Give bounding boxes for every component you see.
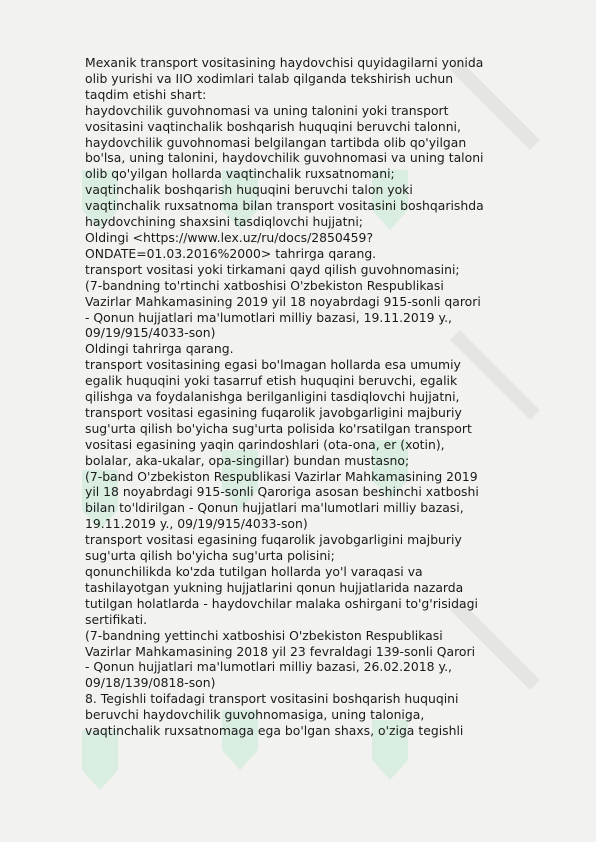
text-line: Mexanik transport vositasining haydovchisi quyidagilarni yonida	[85, 55, 484, 70]
text-line: (7-band O'zbekiston Respublikasi Vazirlar Mahkamasining 2019	[85, 468, 478, 484]
text-line: transport vositasining egasi bo'lmagan hollarda esa umumiy	[85, 357, 461, 373]
text-line: tutilgan holatlarda - haydovchilar malaka oshirgani to'g'risidagi	[85, 595, 478, 611]
text-line: 09/19/915/4033-son)	[85, 325, 216, 341]
text-line: bo'lsa, uning talonini, haydovchilik guvohnomasi va uning taloni	[85, 150, 484, 166]
text-line: tashilayotgan yukning hujjatlarini qonun hujjatlarida nazarda	[85, 579, 464, 595]
text-line: 19.11.2019 y., 09/19/915/4033-son)	[85, 516, 308, 532]
text-line: vositasi egasining yaqin qarindoshlari (ota-ona, er (xotin),	[85, 436, 445, 452]
text-line: vaqtinchalik ruxsatnomaga ega bo'lgan shaxs, o'ziga tegishli	[85, 723, 464, 739]
text-line: haydovchilik guvohnomasi va uning talonini yoki transport	[85, 102, 449, 118]
text-line: Vazirlar Mahkamasining 2019 yil 18 noyabrdagi 915-sonli qarori	[85, 293, 481, 309]
text-line: vaqtinchalik ruxsatnoma bilan transport vositasini boshqarishda	[85, 198, 484, 214]
text-line: 09/18/139/0818-son)	[85, 675, 216, 691]
text-line: (7-bandning yettinchi xatboshisi O'zbekiston Respublikasi	[85, 627, 443, 643]
text-line: beruvchi haydovchilik guvohnomasiga, uning taloniga,	[85, 707, 425, 723]
text-line: bolalar, aka-ukalar, opa-singillar) bundan mustasno;	[85, 452, 410, 468]
text-line: taqdim etishi shart:	[85, 86, 207, 102]
text-line: 8. Tegishli toifadagi transport vositasini boshqarish huquqini	[85, 691, 459, 707]
text-line: Vazirlar Mahkamasining 2018 yil 23 fevraldagi 139-sonli Qarori	[85, 643, 476, 659]
text-line: haydovchilik guvohnomasi belgilangan tartibda olib qo'yilgan	[85, 134, 467, 150]
watermark-mark	[82, 730, 118, 790]
text-line: haydovchining shaxsini tasdiqlovchi hujjatni;	[85, 214, 363, 230]
text-line: ONDATE=01.03.2016%2000> tahrirga qarang.	[85, 245, 377, 261]
text-line: olib qo'yilgan hollarda vaqtinchalik ruxsatnomani;	[85, 166, 395, 182]
text-line: sug'urta qilish bo'yicha sug'urta polisini;	[85, 548, 335, 564]
text-line: qilishga va foydalanishga berilganligini tasdiqlovchi hujjatni,	[85, 389, 460, 405]
text-line: Oldingi tahrirga qarang.	[85, 341, 234, 357]
text-line: transport vositasi egasining fuqarolik javobgarligini majburiy	[85, 404, 462, 420]
text-line: - Qonun hujjatlari ma'lumotlari milliy bazasi, 19.11.2019 y.,	[85, 309, 452, 325]
text-line: vositasini vaqtinchalik boshqarish huquqini beruvchi talonni,	[85, 118, 461, 134]
text-line: transport vositasi egasining fuqarolik javobgarligini majburiy	[85, 532, 462, 548]
text-line: (7-bandning to'rtinchi xatboshisi O'zbekiston Respublikasi	[85, 277, 444, 293]
text-line: olib yurishi va IIO xodimlari talab qilganda tekshirish uchun	[85, 70, 454, 86]
text-line: yil 18 noyabrdagi 915-sonli Qaroriga asosan beshinchi xatboshi	[85, 484, 479, 500]
text-line: sertifikati.	[85, 611, 148, 627]
text-line: Oldingi <https://www.lex.uz/ru/docs/2850459?	[85, 229, 374, 245]
text-line: vaqtinchalik boshqarish huquqini beruvchi talon yoki	[85, 182, 413, 198]
text-line: - Qonun hujjatlari ma'lumotlari milliy bazasi, 26.02.2018 y.,	[85, 659, 452, 675]
text-line: egalik huquqini yoki tasarruf etish huquqini beruvchi, egalik	[85, 373, 458, 389]
text-line: sug'urta qilish bo'yicha sug'urta polisida ko'rsatilgan transport	[85, 420, 472, 436]
text-line: qonunchilikda ko'zda tutilgan hollarda yo'l varaqasi va	[85, 564, 423, 579]
text-line: bilan to'ldirilgan - Qonun hujjatlari ma'lumotlari milliy bazasi,	[85, 500, 464, 516]
document-body	[85, 55, 565, 739]
text-line: transport vositasi yoki tirkamani qayd qilish guvohnomasini;	[85, 261, 460, 277]
